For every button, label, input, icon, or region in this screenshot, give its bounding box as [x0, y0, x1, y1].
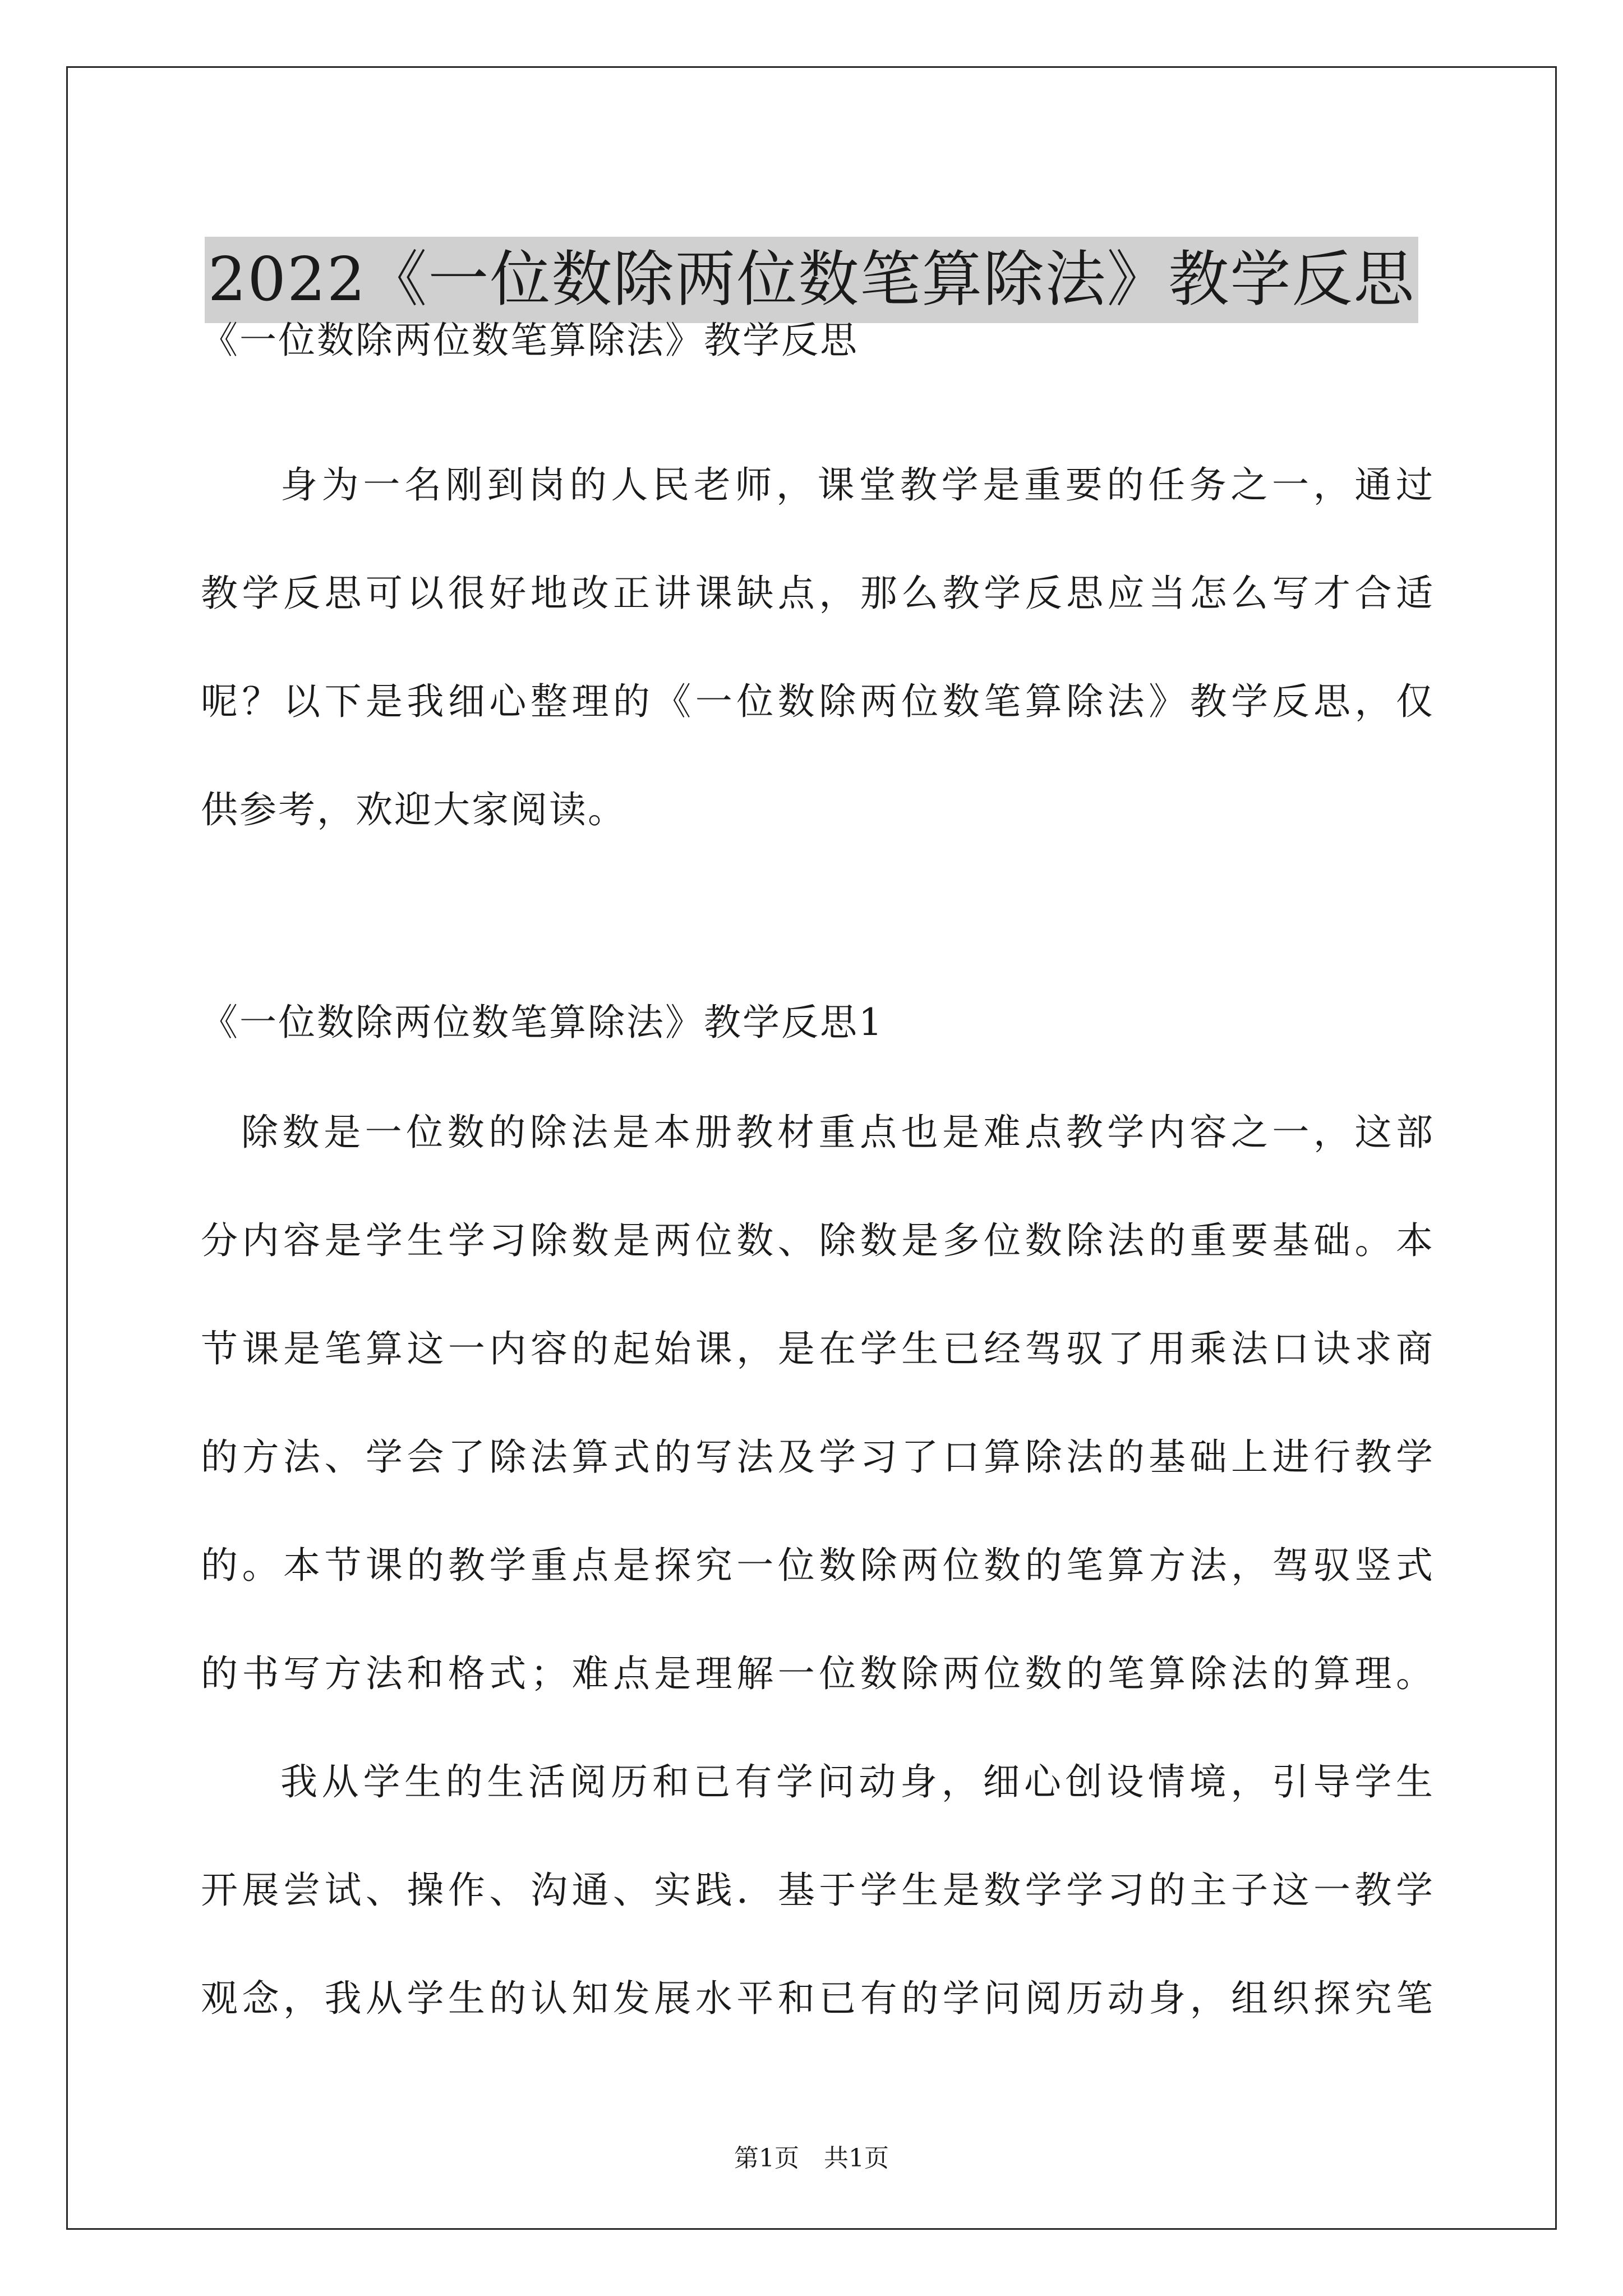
- paragraph-line: 的书写方法和格式；难点是理解一位数除两位数的笔算除法的算理。: [201, 1652, 1435, 1695]
- intro-line: 身为一名刚到岗的人民老师，课堂教学是重要的任务之一，通过: [280, 463, 1435, 507]
- document-title: 2022《一位数除两位数笔算除法》教学反思: [205, 237, 1419, 323]
- paragraph-line: 分内容是学生学习除数是两位数、除数是多位数除法的重要基础。本: [201, 1219, 1435, 1262]
- page-number: 第1页 共1页: [734, 2144, 889, 2173]
- paragraph-line: 节课是笔算这一内容的起始课，是在学生已经驾驭了用乘法口诀求商: [201, 1327, 1435, 1370]
- section-heading: 《一位数除两位数笔算除法》教学反思1: [201, 1001, 884, 1044]
- intro-line: 供参考，欢迎大家阅读。: [201, 788, 626, 831]
- document-subtitle: 《一位数除两位数笔算除法》教学反思: [201, 319, 859, 362]
- intro-line: 教学反思可以很好地改正讲课缺点，那么教学反思应当怎么写才合适: [201, 572, 1435, 615]
- paragraph-line: 的。本节课的教学重点是探究一位数除两位数的笔算方法，驾驭竖式: [201, 1544, 1435, 1587]
- paragraph-line: 观念，我从学生的认知发展水平和已有的学问阅历动身，组织探究笔: [201, 1977, 1435, 2020]
- paragraph-line: 开展尝试、操作、沟通、实践．基于学生是数学学习的主子这一教学: [201, 1869, 1435, 1912]
- intro-line: 呢？以下是我细心整理的《一位数除两位数笔算除法》教学反思，仅: [201, 680, 1435, 723]
- paragraph-line: 的方法、学会了除法算式的写法及学习了口算除法的基础上进行教学: [201, 1435, 1435, 1479]
- paragraph-line: 我从学生的生活阅历和已有学问动身，细心创设情境，引导学生: [280, 1760, 1435, 1803]
- paragraph-line: 除数是一位数的除法是本册教材重点也是难点教学内容之一，这部: [241, 1111, 1435, 1154]
